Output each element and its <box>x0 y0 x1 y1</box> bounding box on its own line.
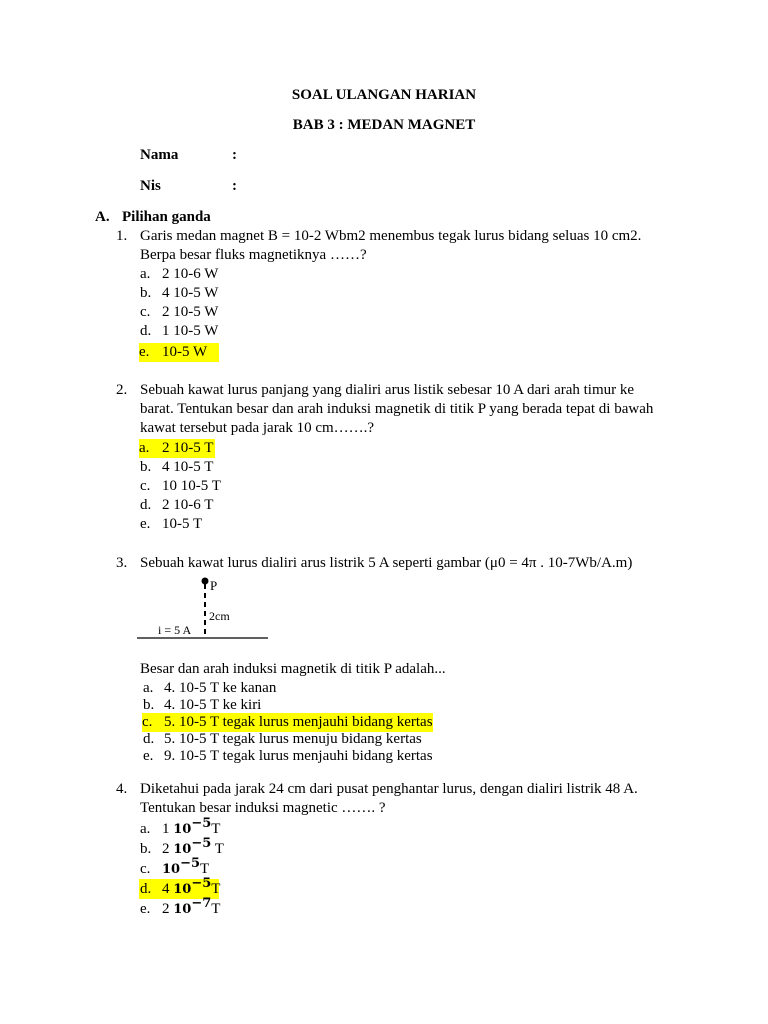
option-letter: e. <box>140 901 151 917</box>
option-letter: d. <box>143 731 155 747</box>
unit: T <box>211 881 221 897</box>
question-number: 4. <box>116 781 128 797</box>
nis-colon: : <box>232 178 237 194</box>
option-text: 4. 10-5 T ke kanan <box>164 680 277 696</box>
option-letter: c. <box>142 714 153 730</box>
section-letter: A. <box>95 209 110 225</box>
point-p-dot <box>202 578 209 585</box>
question-number: 2. <box>116 382 128 398</box>
power-exponent: −5 <box>180 856 201 871</box>
question-prompt: Besar dan arah induksi magnetik di titik P adalah... <box>140 661 446 677</box>
power-base: 10 <box>173 902 192 917</box>
option-expression <box>162 896 221 919</box>
question-text-line: Tentukan besar induksi magnetic ……. ? <box>140 800 386 816</box>
option-text: 5. 10-5 T tegak lurus menjauhi bidang kertas <box>164 714 433 730</box>
option-text: 2 10-6 W <box>162 266 219 282</box>
power-exponent: −5 <box>191 876 212 891</box>
option-letter: d. <box>140 497 152 513</box>
power-exponent: −5 <box>191 816 212 831</box>
option-text: 2 10-5 T <box>162 440 214 456</box>
coefficient: 1 <box>162 821 170 837</box>
power-base: 10 <box>162 862 181 877</box>
unit: T <box>211 901 221 917</box>
option-letter: a. <box>143 680 154 696</box>
option-text: 5. 10-5 T tegak lurus menuju bidang kertas <box>164 731 422 747</box>
option-text: 2 10-5 W <box>162 304 219 320</box>
option-letter: e. <box>139 344 150 360</box>
option-text: 10 10-5 T <box>162 478 221 494</box>
point-p-label: P <box>210 578 218 593</box>
option-letter: a. <box>140 821 151 837</box>
option-letter: b. <box>140 841 152 857</box>
option-text: 4 10-5 W <box>162 285 219 301</box>
power-base: 10 <box>173 842 192 857</box>
question-text-line: kawat tersebut pada jarak 10 cm…….? <box>140 420 375 436</box>
power-base: 10 <box>173 822 192 837</box>
option-text: 4 10-5 T <box>162 459 214 475</box>
option-text: 10-5 W <box>162 344 208 360</box>
distance-label: 2cm <box>209 609 230 623</box>
option-letter: b. <box>140 459 152 475</box>
option-letter: d. <box>140 323 152 339</box>
nama-colon: : <box>232 147 237 163</box>
unit: T <box>211 821 221 837</box>
question-text-line: Sebuah kawat lurus dialiri arus listrik 5 A seperti gambar (μ0 = 4π . 10-7Wb/A.m) <box>140 555 633 571</box>
coefficient: 4 <box>162 881 170 897</box>
coefficient: 2 <box>162 901 170 917</box>
power-exponent: −7 <box>191 896 212 911</box>
option-letter: c. <box>140 861 151 877</box>
option-letter: e. <box>140 516 151 532</box>
option-text: 2 10-6 T <box>162 497 214 513</box>
question-text-line: Sebuah kawat lurus panjang yang dialiri arus listik sebesar 10 A dari arah timur ke <box>140 382 635 398</box>
question-number: 3. <box>116 555 128 571</box>
option-letter: a. <box>139 440 150 456</box>
option-letter: b. <box>140 285 152 301</box>
section-title: Pilihan ganda <box>122 209 211 225</box>
question-text-line: Garis medan magnet B = 10-2 Wbm2 menembus tegak lurus bidang seluas 10 cm2. <box>140 228 642 244</box>
wire-diagram <box>130 572 275 647</box>
option-text: 10-5 T <box>162 516 203 532</box>
option-letter: a. <box>140 266 151 282</box>
question-text-line: barat. Tentukan besar dan arah induksi magnetik di titik P yang berada tepat di bawah <box>140 401 654 417</box>
coefficient: 2 <box>162 841 170 857</box>
current-label: i = 5 A <box>158 623 192 637</box>
document-title: SOAL ULANGAN HARIAN <box>291 87 477 103</box>
option-letter: d. <box>140 881 152 897</box>
power-exponent: −5 <box>191 836 212 851</box>
power-base: 10 <box>173 882 192 897</box>
option-text: 9. 10-5 T tegak lurus menjauhi bidang kertas <box>164 748 433 764</box>
option-text: 1 10-5 W <box>162 323 219 339</box>
option-letter: e. <box>143 748 154 764</box>
option-text: 4. 10-5 T ke kiri <box>164 697 262 713</box>
option-letter: c. <box>140 304 151 320</box>
question-text-line: Berpa besar fluks magnetiknya ……? <box>140 247 367 263</box>
option-letter: c. <box>140 478 151 494</box>
document-subtitle: BAB 3 : MEDAN MAGNET <box>292 117 476 133</box>
option-letter: b. <box>143 697 155 713</box>
question-text-line: Diketahui pada jarak 24 cm dari pusat penghantar lurus, dengan dialiri listrik 48 A. <box>140 781 638 797</box>
question-number: 1. <box>116 228 128 244</box>
unit: T <box>211 841 224 857</box>
nama-label: Nama <box>140 147 179 163</box>
unit: T <box>200 861 210 877</box>
nis-label: Nis <box>140 178 161 194</box>
